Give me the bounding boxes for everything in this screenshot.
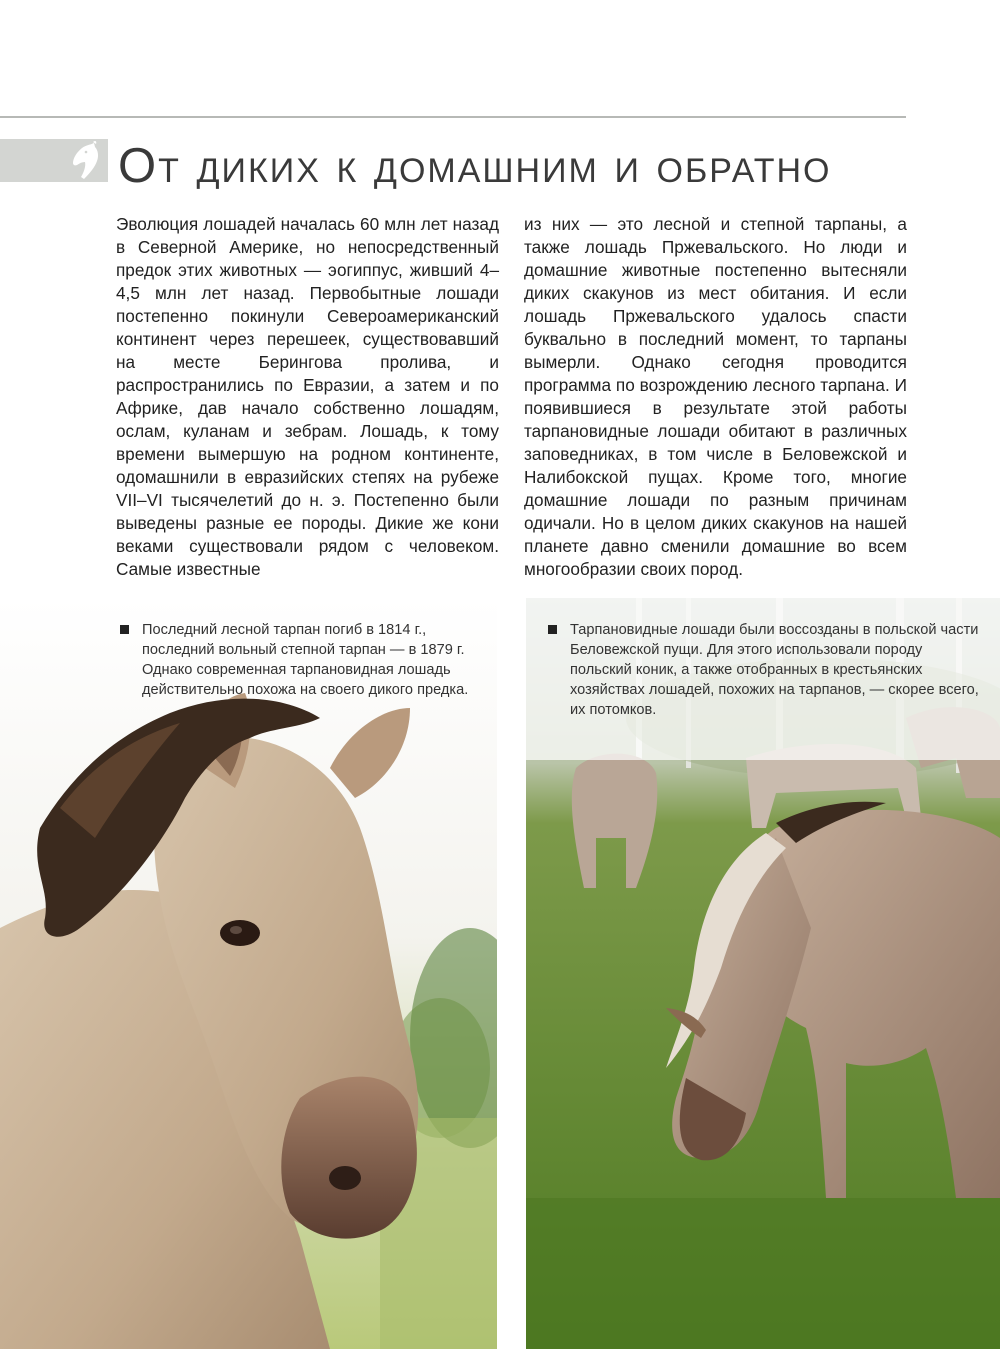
body-text-right-column: из них — это лесной и степной тарпаны, а также лошадь Пржевальского. Но люди и домашние животные постепенно вытесняли диких скакунов из мест обитания. И если лошадь Пржевальского удалось спасти буквально в последний момент, то тарпаны вымерли. Однако сегодня проводится программа по возрождению лесного тарпана. И появившиеся в результате этой работы тарпановидные лошади обитают в различных заповедниках, в том числе в Беловежской и Налибокской пущах. Кроме того, многие домашние лошади по разным причинам одичали. Но в целом диких скакунов на нашей планете давно сменили домашние во всем многообразии своих пород.: [524, 214, 907, 579]
body-text-left-column: Эволюция лошадей началась 60 млн лет назад в Северной Америке, но непосредственный предок этих животных — эогиппус, живший 4–4,5 млн лет назад. Первобытные лошади постепенно покинули Североамериканский континент через перешеек, существовавший на месте Берингова пролива, и распространились по Евразии, а затем и по Африке, дав начало собственно лошадям, ослам, куланам и зебрам. Лошадь, к тому времени вымершую на родном континенте, одомашнили в евразийских степях на рубеже VII–VI тысячелетий до н. э. Постепенно были выведены разные ее породы. Дикие же кони веками существовали рядом с человеком. Самые известные: [116, 214, 499, 579]
caption-right-text: Тарпановидные лошади были воссозданы в польской части Беловежской пущи. Для этого использовали породу польский коник, а также отобранных в крестьянских хозяйствах лошадей, похожих на тарпанов, — скорее всего, их потомков.: [570, 622, 979, 718]
caption-right: [526, 598, 1000, 760]
page-title: От диких к домашним и обратно: [118, 139, 832, 193]
caption-left: [120, 620, 500, 700]
caption-left-text: Последний лесной тарпан погиб в 1814 г., последний вольный степной тарпан — в 1879 г. Однако современная тарпановидная лошадь действительно похожа на своего дикого предка.: [142, 622, 469, 698]
bullet-square-icon: [548, 625, 557, 634]
tarpan-portrait-photo: [0, 598, 497, 1349]
horse-head-icon: [64, 139, 110, 183]
bullet-square-icon: [120, 625, 129, 634]
top-rule: [0, 116, 906, 118]
